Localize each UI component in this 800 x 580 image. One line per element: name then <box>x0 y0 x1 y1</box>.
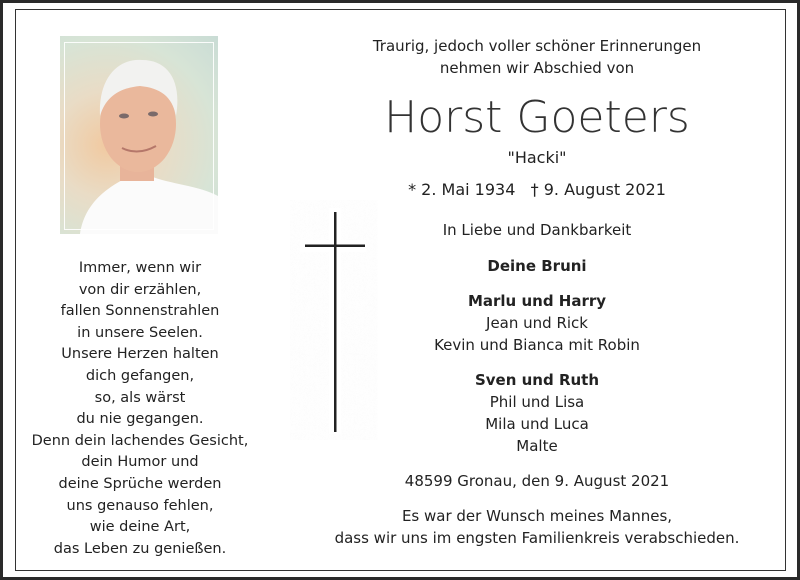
poem-line: Immer, wenn wir <box>78 260 202 276</box>
birth-date: * 2. Mai 1934 <box>408 180 516 199</box>
poem-line: deine Sprüche werden <box>58 475 222 492</box>
poem-line: du nie gegangen. <box>76 411 204 428</box>
place-date: 48599 Gronau, den 9. August 2021 <box>404 472 670 490</box>
nickname: "Hacki" <box>507 148 567 167</box>
portrait-photo <box>60 36 218 234</box>
intro-line: Traurig, jedoch voller schöner Erinnerungen <box>372 37 702 55</box>
deceased-name: Horst Goeters <box>384 92 690 143</box>
family-group-head: Sven und Ruth <box>474 371 600 389</box>
family-member: Kevin und Bianca mit Robin <box>434 336 640 354</box>
family-member: Phil und Lisa <box>489 393 585 411</box>
poem-line: von dir erzählen, <box>78 281 202 298</box>
closing-line: dass wir uns im engsten Familienkreis verabschieden. <box>334 529 740 547</box>
poem-line: dich gefangen, <box>85 367 195 384</box>
poem-line: Unsere Herzen halten <box>61 346 219 363</box>
poem-line: dein Humor und <box>81 454 199 471</box>
poem-line: in unsere Seelen. <box>77 324 203 341</box>
life-dates <box>290 180 784 199</box>
poem-line: so, als wärst <box>94 389 186 406</box>
family-member: Jean und Rick <box>486 314 588 332</box>
closing-line: Es war der Wunsch meines Mannes, <box>401 507 673 525</box>
family-member: Malte <box>516 437 558 455</box>
poem-line: fallen Sonnenstrahlen <box>60 303 220 320</box>
poem <box>20 258 260 560</box>
death-date: † 9. August 2021 <box>530 180 666 199</box>
poem-line: uns genauso fehlen, <box>66 497 214 514</box>
intro-line: nehmen wir Abschied von <box>439 59 635 77</box>
poem-line: wie deine Art, <box>89 519 191 536</box>
poem-line: das Leben zu genießen. <box>53 540 227 557</box>
spouse-name: Deine Bruni <box>487 257 587 275</box>
family-member: Mila und Luca <box>485 415 589 433</box>
poem-line: Denn dein lachendes Gesicht, <box>31 432 249 449</box>
family-group-head: Marlu und Harry <box>467 292 607 310</box>
dedication: In Liebe und Dankbarkeit <box>442 221 632 239</box>
